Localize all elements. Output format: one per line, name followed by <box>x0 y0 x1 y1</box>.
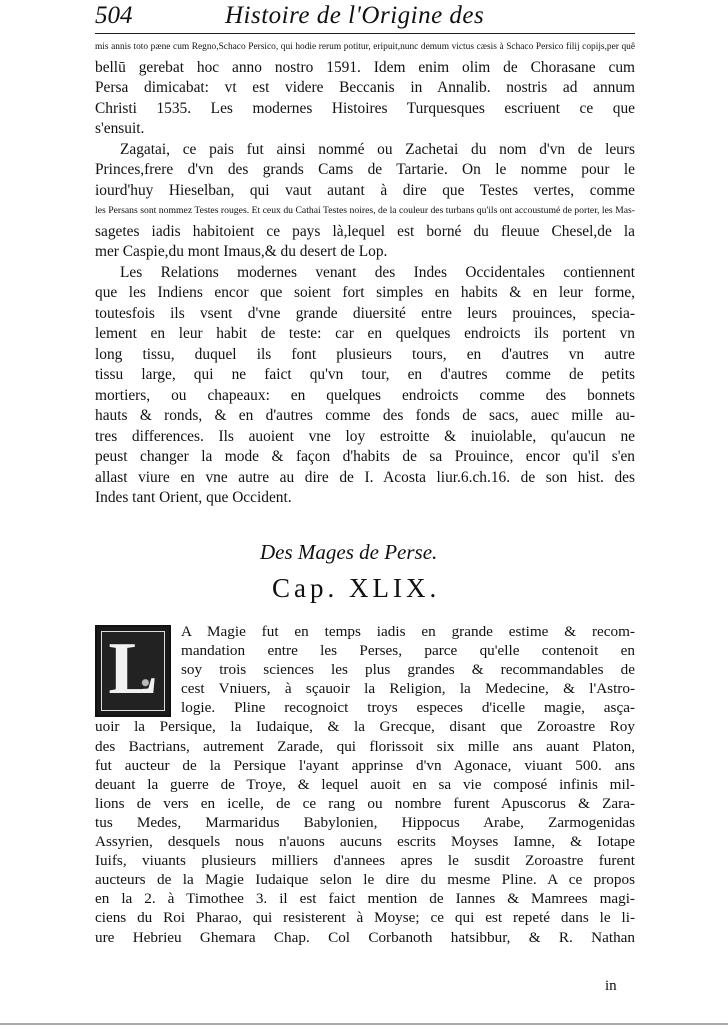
text-line: mandation entre les Perses, parce qu'elle contenoit en <box>181 642 635 660</box>
chapter-text <box>95 622 635 947</box>
text-line: s'ensuit. <box>95 120 145 137</box>
text-line: aucteurs de la Magie Iudaique selon le dire du mesme Pline. A ce propos <box>95 871 635 889</box>
page-edge <box>0 1023 728 1025</box>
running-title: Histoire de l'Origine des <box>225 2 485 29</box>
text-line: tus Medes, Marmaridus Babylonien, Hippocus Arabe, Zarmogenidas <box>95 813 635 831</box>
section-title: Des Mages de Perse. <box>260 540 438 564</box>
text-line: Princes,frere d'vn des grands Cams de Tartarie. On le nomme pour le <box>95 161 635 178</box>
text-line: lions de vers en icelle, de ce rang ou nombre furent Apuscorus & Zara- <box>95 794 635 812</box>
text-line: des Bactrians, autrement Zarade, qui florissoit six mille ans auant Platon, <box>95 737 635 755</box>
text-line: mis annis toto pæne cum Regno,Schaco Persico, qui hodie rerum potitur, eripuit,nunc demum victus cæsis à Schaco Persico filij copijs,per quê <box>95 42 635 52</box>
body-text <box>95 37 635 509</box>
text-line: ciens du Roi Pharao, qui resisterent à Moyse; ce qui est repeté dans le li- <box>95 909 635 927</box>
text-line: toutesfois ils vsent d'vne grande diuersité entre leurs prouinces, specia- <box>95 304 635 322</box>
running-head <box>95 2 635 32</box>
text-line: peust changer la mode & façon d'habits de sa Prouince, encor qu'il s'en <box>95 448 635 465</box>
text-line: tissu large, qui ne faict qu'vn tour, en d'autres comme de petits <box>95 366 635 383</box>
text-line: A Magie fut en temps iadis en grande estime & recom- <box>181 623 635 640</box>
text-line: hauts & ronds, & en d'autres comme des fonds de sacs, auec mille au- <box>95 407 635 424</box>
drop-cap-letter: L <box>108 628 158 710</box>
text-line: lement en leur habit de teste: car en quelques endroicts ils portent vn <box>95 325 635 342</box>
text-line: deuant la guerre de Troye, & lequel auoit en sa vie composé infinis mil- <box>95 775 635 793</box>
text-line: en la 2. à Timothee 3. il est faict mention de Iannes & Mamrees magi- <box>95 890 635 908</box>
text-line: uoir la Persique, la Iudaique, & la Grecque, disant que Zoroastre Roy <box>95 718 635 736</box>
text-line: Indes tant Orient, que Occident. <box>95 489 292 506</box>
text-line: Les Relations modernes venant des Indes Occidentales contiennent <box>120 263 635 281</box>
catchword: in <box>605 978 617 994</box>
text-line: allast viure en vne autre au dire de I. Acosta liur.6.ch.16. de son hist. des <box>95 468 635 486</box>
text-line: Christi 1535. Les modernes Histoires Turquesques escriuent ce que <box>95 99 635 117</box>
text-line: soy trois sciences les plus grandes & recommandables de <box>181 661 635 679</box>
text-line: long tissu, duquel ils font plusieurs tours, en d'autres vn autre <box>95 345 635 363</box>
text-line: Iuifs, viuants plusieurs milliers d'annees apres le susdit Zoroastre furent <box>95 852 635 870</box>
text-line: sagetes iadis habitoient ce pays là,lequel est borné du fleuue Chesel,de la <box>95 222 635 240</box>
text-line: fut aucteur de la Persique l'ayant apprinse d'vn Agonace, viuant 500. ans <box>95 756 635 774</box>
text-line: cest Vniuers, à sçauoir la Religion, la Medecine, & l'Astro- <box>181 680 635 698</box>
chapter-heading: Cap. XLIX. <box>272 573 441 603</box>
text-line: Zagatai, ce pais fut ainsi nommé ou Zachetai du nom d'vn de leurs <box>120 140 635 158</box>
text-line: tres differences. Ils auoient vne loy estroitte & inuiolable, qu'aucun ne <box>95 427 635 445</box>
text-line: que les Indiens encor que soient fort simples en habits & en leur forme, <box>95 284 635 301</box>
text-line: les Persans sont nommez Testes rouges. Et ceux du Cathai Testes noires, de la couleur des turbans qu'ils ont accoustumé de porter, les Mas- <box>95 205 635 216</box>
header-rule <box>95 33 635 34</box>
text-line: bellū gerebat hoc anno nostro 1591. Idem enim olim de Chorasane cum <box>95 58 635 76</box>
text-line: mer Caspie,du mont Imaus,& du desert de Lop. <box>95 243 388 260</box>
text-line: iourd'huy Hieselban, qui vaut autant à dire que Testes vertes, comme <box>95 181 635 199</box>
text-line: Assyrien, desquels nous n'auons aucuns escrits Moyses Iamne, & Iotape <box>95 833 635 851</box>
text-line: Persa dimicabat: vt est videre Beccanis in Annalib. nostris ad annum <box>95 79 635 96</box>
page-number: 504 <box>95 2 133 29</box>
text-line: mortiers, ou chapeaux: en quelques endroicts comme des bonnets <box>95 386 635 404</box>
text-line: logie. Pline recognoict troys especes d'icelle magie, asça- <box>181 699 635 717</box>
text-line: ure Hebrieu Ghemara Chap. Col Corbanoth hatsibbur, & R. Nathan <box>95 928 635 946</box>
